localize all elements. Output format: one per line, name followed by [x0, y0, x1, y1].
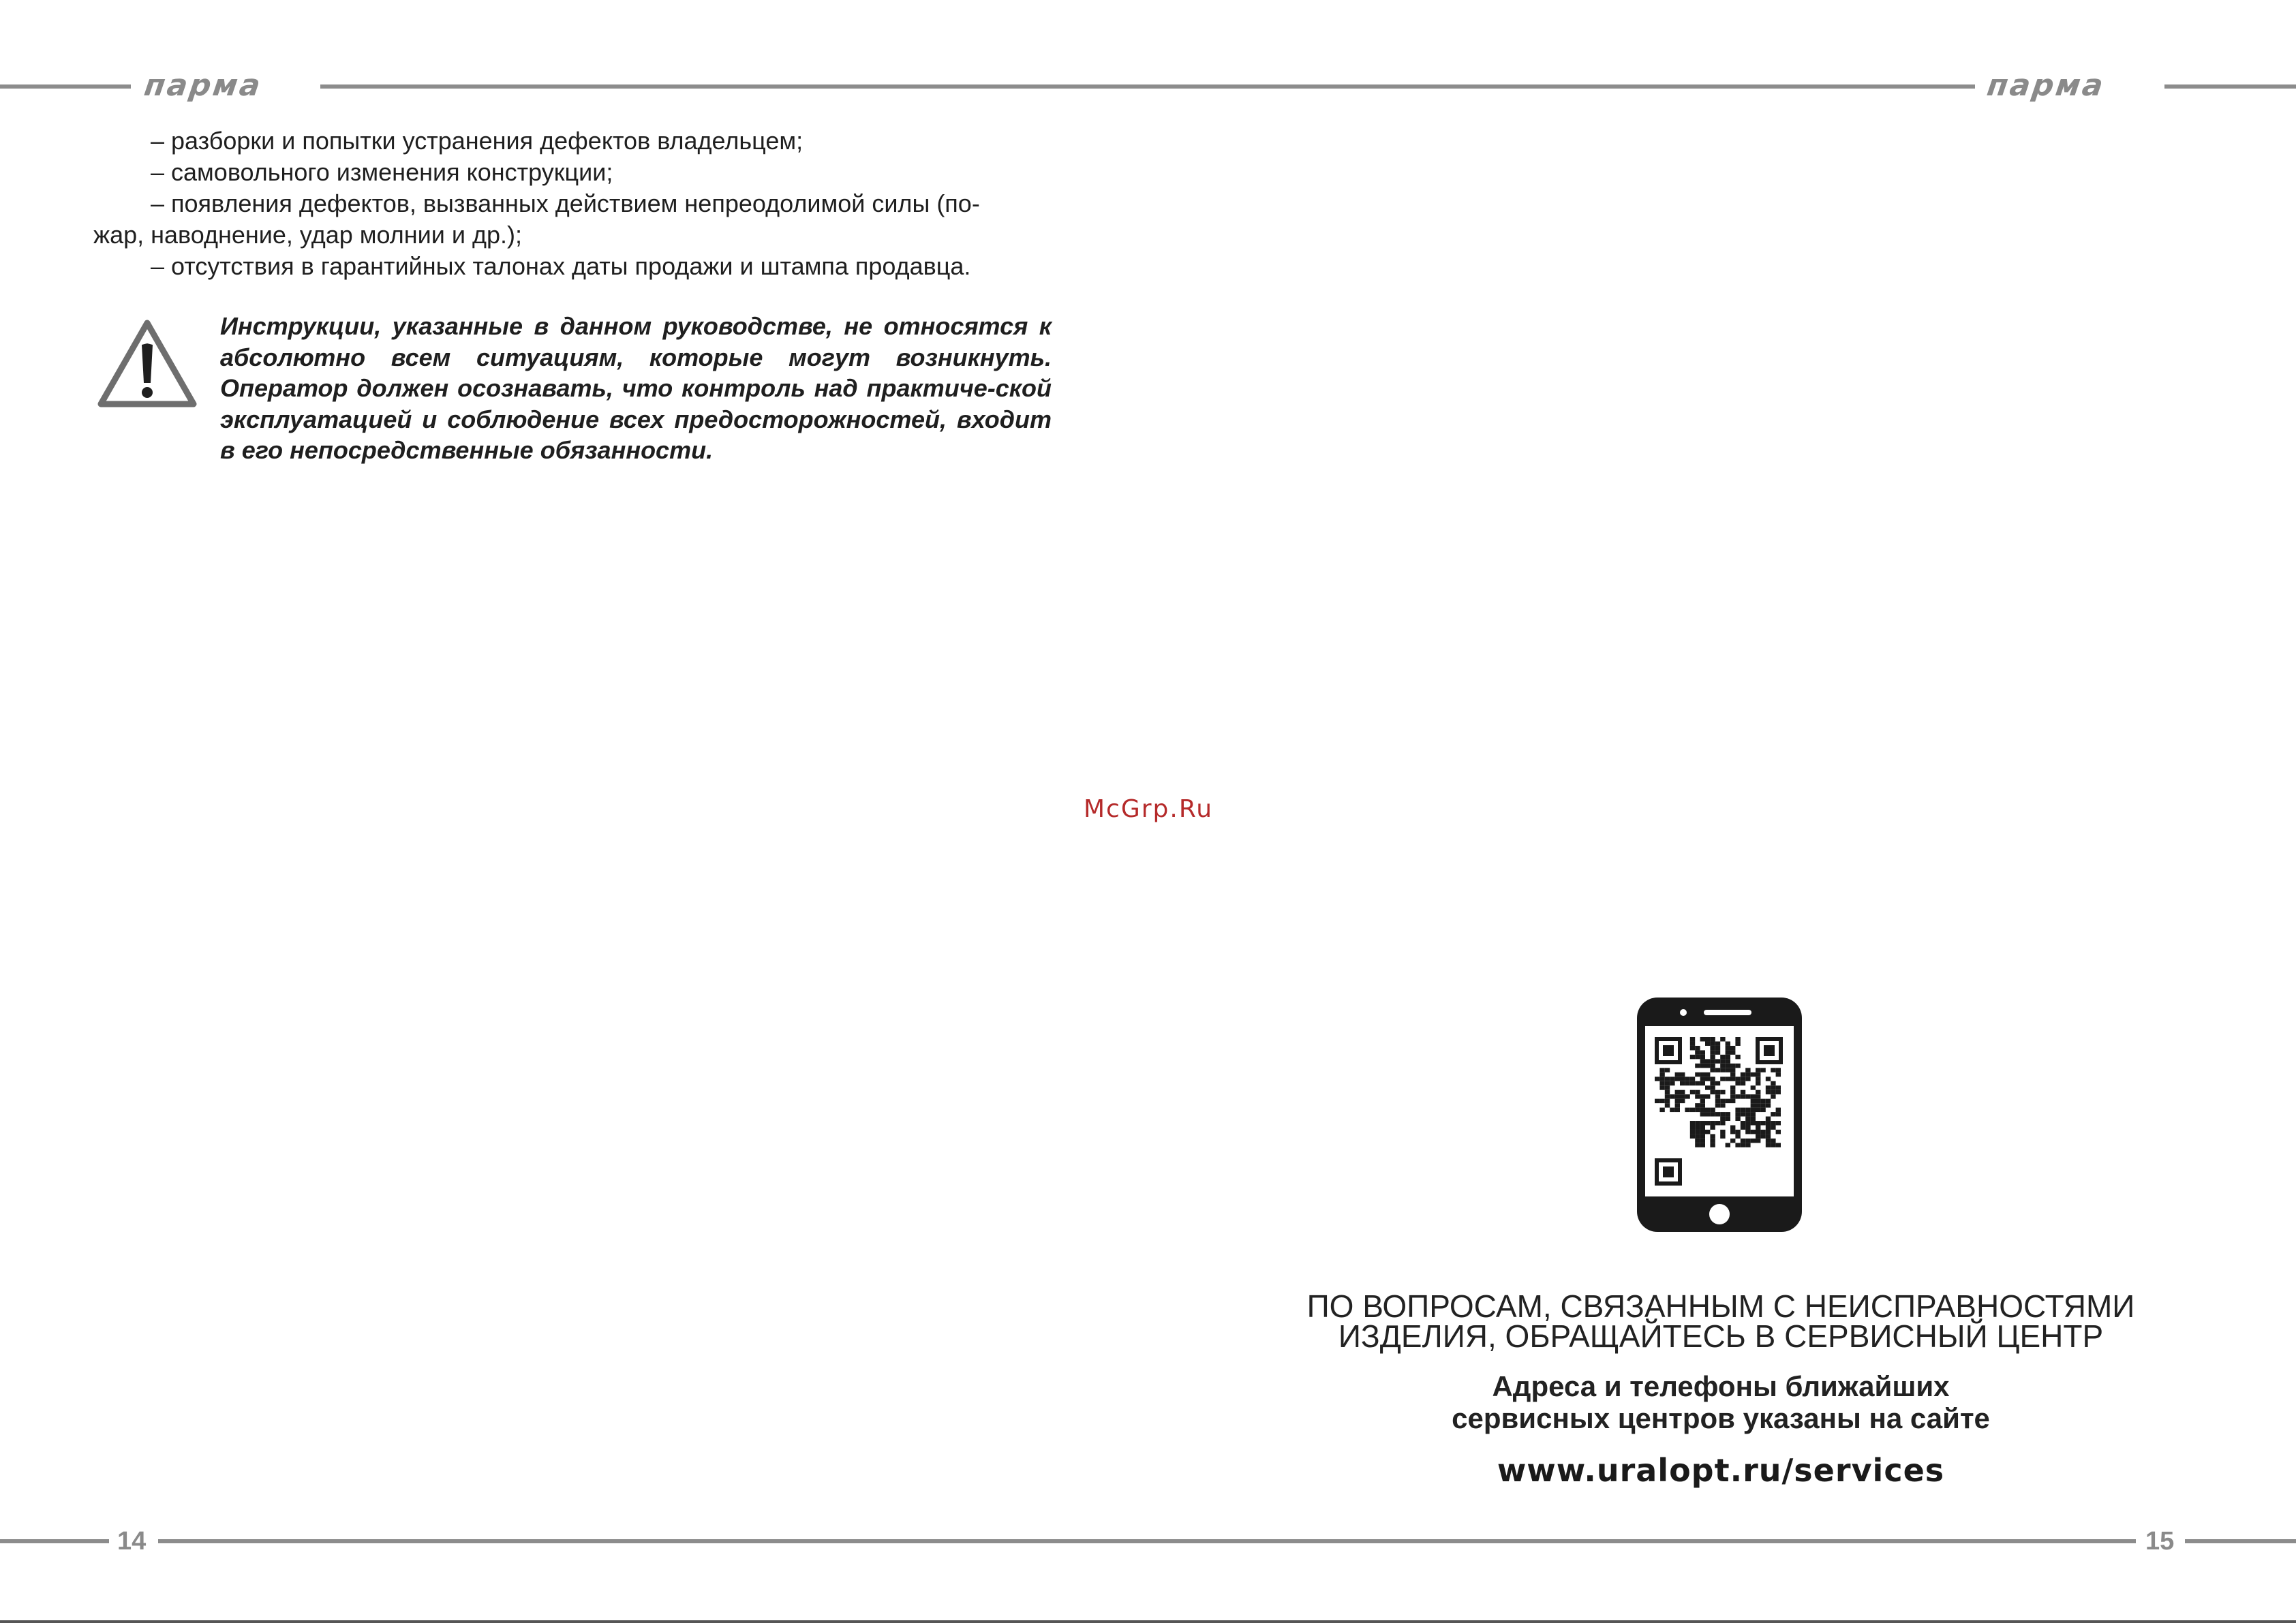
qr-module	[1756, 1077, 1760, 1081]
qr-module	[1690, 1108, 1695, 1112]
qr-module	[1751, 1103, 1756, 1107]
qr-module	[1705, 1108, 1710, 1112]
qr-module	[1776, 1130, 1781, 1134]
qr-module	[1695, 1081, 1700, 1085]
qr-module	[1695, 1064, 1700, 1068]
qr-module	[1735, 1134, 1740, 1138]
qr-module	[1675, 1090, 1680, 1094]
qr-module	[1710, 1085, 1715, 1089]
brand-logo-left: парма	[142, 68, 264, 103]
qr-module	[1726, 1143, 1730, 1147]
qr-module	[1710, 1059, 1715, 1063]
qr-module	[1776, 1121, 1781, 1125]
qr-module	[1735, 1041, 1740, 1045]
qr-module	[1659, 1077, 1664, 1081]
qr-module	[1735, 1077, 1740, 1081]
qr-module	[1760, 1134, 1765, 1138]
warning-text: Инструкции, указанные в данном руководстве, не относятся к абсолютно всем ситуациям, которые могут возникнуть. Оператор должен осознавать, что контроль над практиче-ской эксплуатацией и соблюдение всех предосторожностей, входит в его непосредственные обязанности.	[220, 312, 1052, 464]
qr-module	[1715, 1094, 1720, 1098]
qr-module	[1766, 1130, 1771, 1134]
qr-module	[1690, 1055, 1695, 1059]
qr-module	[1751, 1139, 1756, 1143]
qr-module	[1710, 1068, 1715, 1072]
qr-module	[1726, 1099, 1730, 1103]
qr-module	[1730, 1046, 1735, 1050]
qr-module	[1715, 1059, 1720, 1063]
qr-module	[1695, 1055, 1700, 1059]
qr-module	[1766, 1121, 1771, 1125]
qr-module	[1741, 1139, 1745, 1143]
qr-module	[1690, 1121, 1695, 1125]
qr-module	[1710, 1143, 1715, 1147]
qr-module	[1659, 1081, 1664, 1085]
qr-module	[1730, 1130, 1735, 1134]
qr-module	[1756, 1139, 1760, 1143]
qr-module	[1700, 1126, 1705, 1130]
qr-module	[1745, 1126, 1750, 1130]
qr-module	[1715, 1099, 1720, 1103]
qr-module	[1675, 1103, 1680, 1107]
qr-module	[1771, 1139, 1775, 1143]
qr-module	[1751, 1108, 1756, 1112]
qr-module	[1760, 1108, 1765, 1112]
qr-module	[1700, 1081, 1705, 1085]
qr-module	[1715, 1081, 1720, 1085]
qr-module	[1745, 1072, 1750, 1077]
qr-module	[1695, 1050, 1700, 1054]
qr-module	[1745, 1139, 1750, 1143]
warranty-exclusions-list	[93, 125, 1052, 282]
qr-module	[1695, 1090, 1700, 1094]
qr-module	[1720, 1037, 1725, 1041]
qr-module	[1735, 1037, 1740, 1041]
qr-module	[1710, 1121, 1715, 1125]
qr-module	[1690, 1081, 1695, 1085]
qr-module	[1710, 1046, 1715, 1050]
qr-module	[1735, 1094, 1740, 1098]
qr-module	[1730, 1126, 1735, 1130]
qr-module	[1756, 1121, 1760, 1125]
qr-module	[1700, 1077, 1705, 1081]
qr-module	[1705, 1037, 1710, 1041]
qr-module	[1715, 1068, 1720, 1072]
list-item: – появления дефектов, вызванных действием непреодолимой силы (по-	[151, 189, 980, 217]
qr-module	[1700, 1143, 1705, 1147]
qr-module	[1766, 1077, 1771, 1081]
qr-module	[1720, 1059, 1725, 1063]
qr-module	[1700, 1055, 1705, 1059]
qr-module	[1675, 1108, 1680, 1112]
qr-module	[1745, 1108, 1750, 1112]
qr-module	[1710, 1050, 1715, 1054]
qr-module	[1726, 1117, 1730, 1121]
qr-module	[1700, 1094, 1705, 1098]
qr-module	[1726, 1041, 1730, 1045]
qr-module	[1741, 1081, 1745, 1085]
qr-module	[1735, 1117, 1740, 1121]
qr-module	[1751, 1117, 1756, 1121]
qr-module	[1741, 1121, 1745, 1125]
qr-module	[1675, 1094, 1680, 1098]
qr-module	[1695, 1108, 1700, 1112]
qr-module	[1690, 1037, 1695, 1041]
qr-module	[1695, 1143, 1700, 1147]
qr-module	[1730, 1064, 1735, 1068]
qr-module	[1715, 1050, 1720, 1054]
qr-module	[1710, 1112, 1715, 1116]
qr-module	[1745, 1121, 1750, 1125]
qr-module	[1695, 1094, 1700, 1098]
qr-module	[1735, 1143, 1740, 1147]
list-item: – отсутствия в гарантийных талонах даты продажи и штампа продавца.	[151, 252, 971, 280]
qr-module	[1776, 1068, 1781, 1072]
qr-module	[1751, 1072, 1756, 1077]
qr-module	[1741, 1077, 1745, 1081]
qr-module	[1715, 1041, 1720, 1045]
qr-module	[1745, 1112, 1750, 1116]
qr-module	[1766, 1117, 1771, 1121]
qr-module	[1771, 1094, 1775, 1098]
qr-module	[1726, 1046, 1730, 1050]
qr-module	[1756, 1068, 1760, 1072]
qr-module	[1665, 1103, 1670, 1107]
qr-module	[1700, 1103, 1705, 1107]
qr-module	[1745, 1143, 1750, 1147]
qr-module	[1665, 1068, 1670, 1072]
qr-module	[1665, 1099, 1670, 1103]
qr-module	[1680, 1072, 1685, 1077]
qr-module	[1726, 1055, 1730, 1059]
list-item: – разборки и попытки устранения дефектов владельцем;	[151, 127, 803, 155]
qr-module	[1659, 1108, 1664, 1112]
qr-module	[1695, 1103, 1700, 1107]
qr-module	[1756, 1081, 1760, 1085]
qr-module	[1680, 1077, 1685, 1081]
qr-module	[1695, 1130, 1700, 1134]
qr-module	[1695, 1121, 1700, 1125]
qr-module	[1771, 1085, 1775, 1089]
qr-module	[1705, 1130, 1710, 1134]
qr-module	[1690, 1046, 1695, 1050]
qr-module	[1720, 1103, 1725, 1107]
qr-module	[1685, 1094, 1689, 1098]
qr-module	[1700, 1134, 1705, 1138]
qr-module	[1705, 1072, 1710, 1077]
qr-module	[1771, 1090, 1775, 1094]
qr-module	[1726, 1077, 1730, 1081]
qr-module	[1730, 1072, 1735, 1077]
qr-module	[1659, 1072, 1664, 1077]
qr-module	[1680, 1090, 1685, 1094]
qr-module	[1751, 1130, 1756, 1134]
qr-module	[1730, 1099, 1735, 1103]
qr-module	[1720, 1134, 1725, 1138]
qr-module	[1745, 1077, 1750, 1081]
qr-module	[1720, 1099, 1725, 1103]
qr-module	[1766, 1085, 1771, 1089]
qr-module	[1720, 1064, 1725, 1068]
qr-module	[1751, 1121, 1756, 1125]
qr-module	[1771, 1126, 1775, 1130]
page-number-left: 14	[117, 1527, 147, 1556]
qr-module	[1756, 1130, 1760, 1134]
qr-module	[1771, 1081, 1775, 1085]
service-address-note	[1281, 1370, 2160, 1434]
qr-module	[1726, 1068, 1730, 1072]
qr-module	[1756, 1090, 1760, 1094]
qr-module	[1756, 1103, 1760, 1107]
qr-module	[1670, 1108, 1674, 1112]
qr-module	[1751, 1094, 1756, 1098]
qr-module	[1756, 1126, 1760, 1130]
qr-module	[1700, 1072, 1705, 1077]
qr-module	[1771, 1143, 1775, 1147]
qr-module	[1710, 1134, 1715, 1138]
footer-rule-right	[2185, 1539, 2296, 1543]
qr-module	[1665, 1094, 1670, 1098]
qr-module	[1700, 1099, 1705, 1103]
qr-module	[1745, 1130, 1750, 1134]
footer-rule-left	[0, 1539, 109, 1543]
qr-module	[1680, 1081, 1685, 1085]
qr-module	[1735, 1112, 1740, 1116]
list-item: – самовольного изменения конструкции;	[151, 158, 613, 186]
qr-module	[1705, 1121, 1710, 1125]
qr-module	[1665, 1090, 1670, 1094]
qr-module	[1715, 1112, 1720, 1116]
qr-module	[1710, 1126, 1715, 1130]
qr-module	[1705, 1059, 1710, 1063]
qr-module	[1665, 1077, 1670, 1081]
qr-module	[1760, 1068, 1765, 1072]
qr-module	[1710, 1055, 1715, 1059]
qr-module	[1726, 1059, 1730, 1063]
qr-module	[1776, 1143, 1781, 1147]
qr-module	[1715, 1046, 1720, 1050]
qr-module	[1695, 1126, 1700, 1130]
qr-module	[1705, 1077, 1710, 1081]
qr-module	[1695, 1046, 1700, 1050]
qr-module	[1760, 1099, 1765, 1103]
qr-module	[1690, 1077, 1695, 1081]
qr-module	[1766, 1103, 1771, 1107]
qr-module	[1700, 1130, 1705, 1134]
qr-module	[1756, 1094, 1760, 1098]
qr-module	[1776, 1072, 1781, 1077]
header-rule-center	[320, 84, 1975, 89]
qr-module	[1705, 1085, 1710, 1089]
qr-module	[1760, 1103, 1765, 1107]
qr-module	[1730, 1068, 1735, 1072]
qr-module	[1726, 1112, 1730, 1116]
qr-module	[1705, 1112, 1710, 1116]
qr-module	[1720, 1055, 1725, 1059]
qr-module	[1760, 1130, 1765, 1134]
qr-module	[1710, 1077, 1715, 1081]
qr-module	[1695, 1134, 1700, 1138]
qr-module	[1659, 1099, 1664, 1103]
qr-module	[1741, 1112, 1745, 1116]
qr-module	[1756, 1134, 1760, 1138]
qr-module	[1700, 1108, 1705, 1112]
qr-module	[1665, 1081, 1670, 1085]
service-question	[1281, 1288, 2160, 1354]
warning-triangle-icon	[97, 318, 198, 409]
qr-module	[1720, 1112, 1725, 1116]
qr-module	[1751, 1099, 1756, 1103]
qr-module	[1751, 1085, 1756, 1089]
service-question-line: ИЗДЕЛИЯ, ОБРАЩАЙТЕСЬ В СЕРВИСНЫЙ ЦЕНТР	[1338, 1318, 2104, 1354]
address-line: Адреса и телефоны ближайших	[1492, 1370, 1950, 1402]
qr-module	[1776, 1108, 1781, 1112]
header-rule-left	[0, 84, 131, 89]
qr-module	[1726, 1064, 1730, 1068]
qr-module	[1665, 1085, 1670, 1089]
qr-module	[1700, 1139, 1705, 1143]
qr-module	[1680, 1099, 1685, 1103]
qr-module	[1735, 1108, 1740, 1112]
address-line: сервисных центров указаны на сайте	[1452, 1402, 1990, 1434]
qr-module	[1756, 1099, 1760, 1103]
qr-module	[1776, 1085, 1781, 1089]
qr-module	[1741, 1126, 1745, 1130]
qr-module	[1771, 1112, 1775, 1116]
qr-module	[1756, 1108, 1760, 1112]
bottom-edge-line	[0, 1620, 2296, 1623]
qr-module	[1710, 1090, 1715, 1094]
qr-module	[1771, 1068, 1775, 1072]
qr-module	[1776, 1112, 1781, 1116]
qr-module	[1745, 1117, 1750, 1121]
service-website-link[interactable]: www.uralopt.ru/services	[1497, 1452, 1945, 1489]
qr-module	[1670, 1094, 1674, 1098]
qr-module	[1741, 1072, 1745, 1077]
qr-module	[1720, 1077, 1725, 1081]
qr-module	[1655, 1077, 1659, 1081]
qr-module	[1690, 1134, 1695, 1138]
qr-module	[1745, 1094, 1750, 1098]
qr-module	[1700, 1112, 1705, 1116]
qr-module	[1751, 1112, 1756, 1116]
qr-module	[1685, 1108, 1689, 1112]
qr-module	[1690, 1041, 1695, 1045]
qr-module	[1700, 1037, 1705, 1041]
qr-module	[1705, 1064, 1710, 1068]
qr-module	[1690, 1126, 1695, 1130]
qr-module	[1670, 1077, 1674, 1081]
qr-module	[1720, 1068, 1725, 1072]
qr-module	[1730, 1090, 1735, 1094]
page-number-right: 15	[2145, 1527, 2175, 1556]
qr-module	[1756, 1072, 1760, 1077]
qr-module	[1766, 1143, 1771, 1147]
qr-module	[1730, 1077, 1735, 1081]
qr-module	[1659, 1085, 1664, 1089]
qr-module	[1705, 1094, 1710, 1098]
qr-module	[1720, 1121, 1725, 1125]
qr-module	[1695, 1072, 1700, 1077]
qr-module	[1690, 1090, 1695, 1094]
qr-module	[1700, 1059, 1705, 1063]
qr-module	[1695, 1139, 1700, 1143]
qr-module	[1730, 1050, 1735, 1054]
qr-module	[1735, 1064, 1740, 1068]
qr-module	[1730, 1085, 1735, 1089]
service-question-line: ПО ВОПРОСАМ, СВЯЗАННЫМ С НЕИСПРАВНОСТЯМИ	[1306, 1288, 2135, 1324]
qr-module	[1670, 1081, 1674, 1085]
qr-module	[1655, 1099, 1659, 1103]
qr-module	[1700, 1064, 1705, 1068]
qr-module	[1710, 1037, 1715, 1041]
qr-module	[1735, 1055, 1740, 1059]
smartphone-qr-code-icon	[1636, 996, 1803, 1233]
qr-module	[1715, 1090, 1720, 1094]
qr-module	[1710, 1041, 1715, 1045]
qr-module	[1700, 1121, 1705, 1125]
qr-module	[1720, 1130, 1725, 1134]
qr-module	[1766, 1090, 1771, 1094]
qr-module	[1720, 1090, 1725, 1094]
brand-logo-right: парма	[1985, 68, 2107, 103]
qr-module	[1675, 1077, 1680, 1081]
qr-module	[1766, 1139, 1771, 1143]
qr-module	[1659, 1068, 1664, 1072]
qr-module	[1766, 1134, 1771, 1138]
qr-module	[1675, 1099, 1680, 1103]
qr-module	[1741, 1143, 1745, 1147]
qr-module	[1741, 1090, 1745, 1094]
qr-module	[1766, 1099, 1771, 1103]
qr-module	[1735, 1130, 1740, 1134]
qr-module	[1730, 1139, 1735, 1143]
header-rule-right	[2164, 84, 2296, 89]
qr-module	[1760, 1121, 1765, 1125]
qr-module	[1715, 1103, 1720, 1107]
qr-module	[1710, 1081, 1715, 1085]
qr-module	[1771, 1121, 1775, 1125]
qr-module	[1710, 1139, 1715, 1143]
qr-module	[1735, 1081, 1740, 1085]
watermark: McGrp.Ru	[1084, 795, 1214, 823]
qr-module	[1700, 1050, 1705, 1054]
qr-module	[1685, 1077, 1689, 1081]
qr-module	[1730, 1094, 1735, 1098]
qr-module	[1705, 1041, 1710, 1045]
qr-module	[1741, 1094, 1745, 1098]
qr-module	[1745, 1068, 1750, 1072]
qr-module	[1710, 1108, 1715, 1112]
footer-rule-center	[158, 1539, 2136, 1543]
qr-module	[1741, 1108, 1745, 1112]
qr-module	[1720, 1117, 1725, 1121]
list-item-continuation: жар, наводнение, удар молнии и др.);	[93, 221, 522, 249]
qr-module	[1690, 1130, 1695, 1134]
qr-module	[1726, 1050, 1730, 1054]
qr-module	[1766, 1126, 1771, 1130]
qr-module	[1680, 1094, 1685, 1098]
qr-module	[1776, 1090, 1781, 1094]
qr-module	[1710, 1064, 1715, 1068]
qr-module	[1685, 1081, 1689, 1085]
qr-module	[1675, 1072, 1680, 1077]
qr-module	[1715, 1121, 1720, 1125]
